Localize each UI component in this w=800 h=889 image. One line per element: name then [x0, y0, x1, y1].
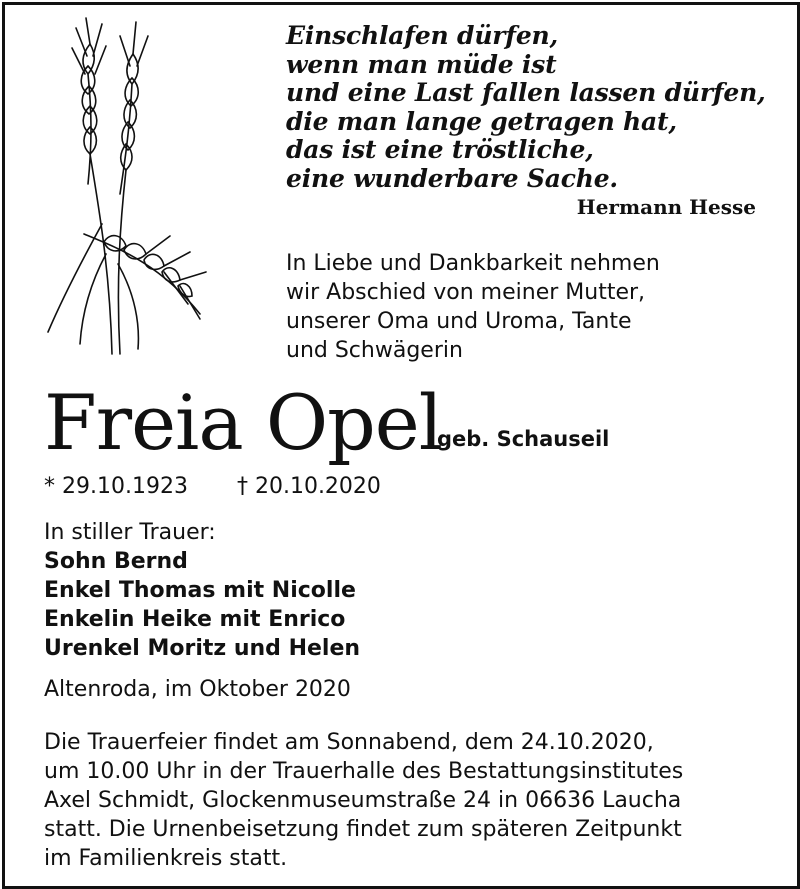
mourners — [44, 518, 360, 663]
poem-line: das ist eine tröstliche, — [286, 135, 594, 165]
poem — [286, 22, 766, 194]
mourners-intro: In stiller Trauer: — [44, 520, 216, 545]
service-line: Axel Schmidt, Glockenmuseumstraße 24 in 06636 Laucha — [44, 788, 682, 813]
poem-line: eine wunderbare Sache. — [286, 163, 618, 193]
poem-line: wenn man müde ist — [286, 49, 557, 79]
service-line: Die Trauerfeier findet am Sonnabend, dem 24.10.2020, — [44, 730, 654, 755]
service-line: statt. Die Urnenbeisetzung findet zum späteren Zeitpunkt — [44, 817, 682, 842]
poem-line: die man lange getragen hat, — [286, 106, 677, 136]
deceased-name: Freia Opel — [44, 378, 443, 467]
farewell-text — [286, 249, 660, 365]
poem-line: und eine Last fallen lassen dürfen, — [286, 78, 766, 108]
service-line: im Familienkreis statt. — [44, 846, 288, 871]
mourner-name: Enkel Thomas mit Nicolle — [44, 578, 356, 603]
death-date: † 20.10.2020 — [236, 474, 381, 499]
service-info — [44, 728, 683, 873]
mourner-name: Enkelin Heike mit Enrico — [44, 607, 346, 632]
poem-author: Hermann Hesse — [576, 195, 756, 219]
farewell-line: und Schwägerin — [286, 338, 463, 363]
life-dates — [44, 474, 381, 499]
farewell-line: wir Abschied von meiner Mutter, — [286, 280, 646, 305]
service-line: um 10.00 Uhr in der Trauerhalle des Bestattungsinstitutes — [44, 759, 684, 784]
mourner-name: Urenkel Moritz und Helen — [44, 636, 361, 661]
birth-date: * 29.10.1923 — [44, 474, 188, 499]
farewell-line: In Liebe und Dankbarkeit nehmen — [286, 251, 660, 276]
place-date: Altenroda, im Oktober 2020 — [44, 677, 351, 702]
farewell-line: unserer Oma und Uroma, Tante — [286, 309, 632, 334]
poem-line: Einschlafen dürfen, — [286, 21, 559, 50]
mourner-name: Sohn Bernd — [44, 549, 188, 574]
wheat-ears-icon — [40, 14, 210, 359]
maiden-name: geb. Schauseil — [437, 427, 610, 451]
